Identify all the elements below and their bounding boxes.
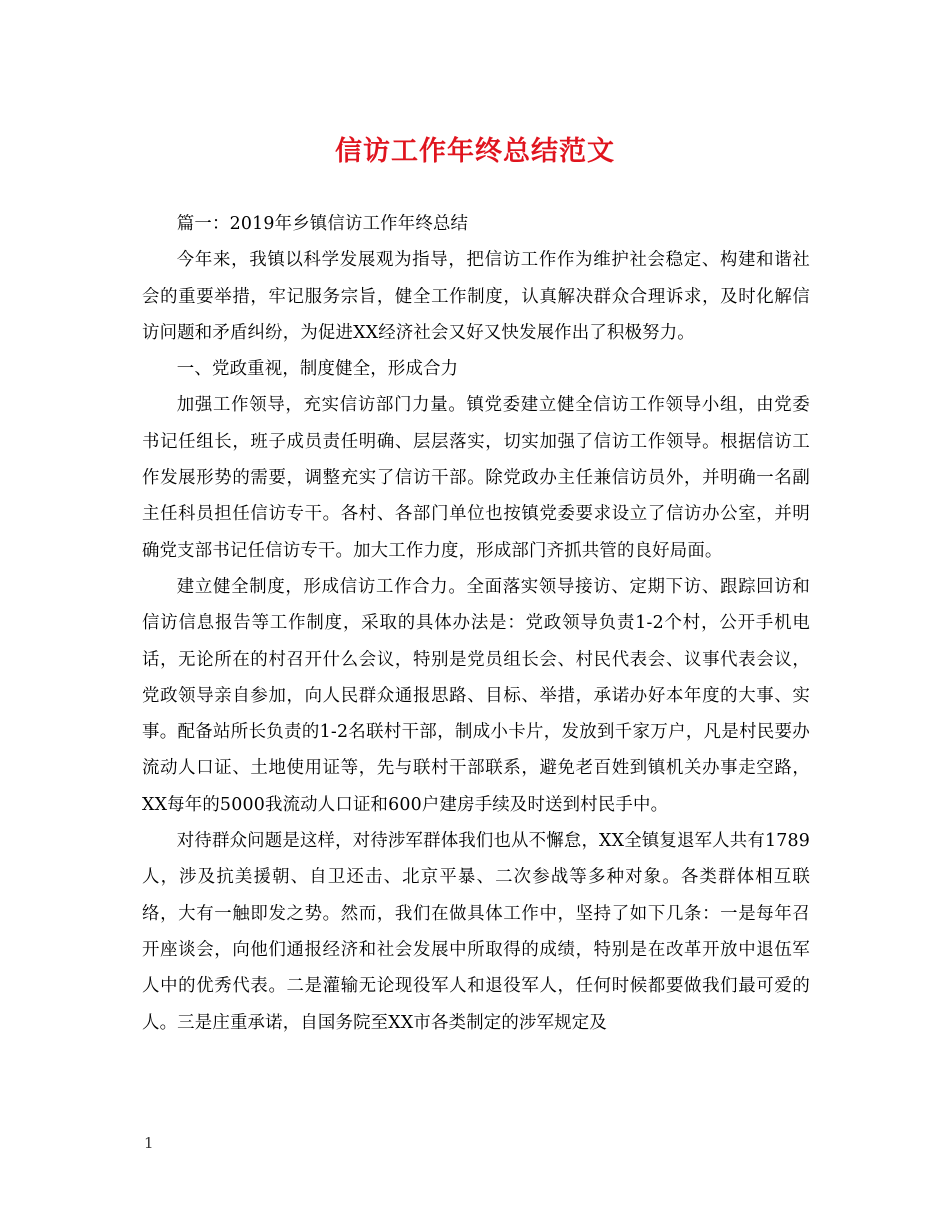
document-body [142,206,810,1041]
document-title: 信访工作年终总结范文 [335,136,615,167]
paragraph: 对待群众问题是这样，对待涉军群体我们也从不懈怠，XX全镇复退军人共有1789人，涉及抗美援朝、自卫还击、北京平暴、二次参战等多种对象。各类群体相互联络，大有一触即发之势。然而，我们在做具体工作中，坚持了如下几条：一是每年召开座谈会，向他们通报经济和社会发展中所取得的成绩，特别是在改革开放中退伍军人中的优秀代表。二是灌输无论现役军人和退役军人，任何时候都要做我们最可爱的人。三是庄重承诺，自国务院至XX市各类制定的涉军规定及 [142,831,810,1033]
subsection-heading: 一、党政重视，制度健全，形成合力 [176,359,459,380]
section-heading: 篇一：2019年乡镇信访工作年终总结 [176,214,469,234]
paragraph: 建立健全制度，形成信访工作合力。全面落实领导接访、定期下访、跟踪回访和信访信息报告等工作制度，采取的具体办法是：党政领导负责1-2个村，公开手机电话，无论所在的村召开什么会议，特别是党员组长会、村民代表会、议事代表会议，党政领导亲自参加，向人民群众通报思路、目标、举措，承诺办好本年度的大事、实事。配备站所长负责的1-2名联村干部，制成小卡片，发放到千家万户，凡是村民要办流动人口证、土地使用证等，先与联村干部联系，避免老百姓到镇机关办事走空路，XX每年的5000我流动人口证和600户建房手续及时送到村民手中。 [142,576,810,815]
paragraph: 加强工作领导，充实信访部门力量。镇党委建立健全信访工作领导小组，由党委书记任组长，班子成员责任明确、层层落实，切实加强了信访工作领导。根据信访工作发展形势的需要，调整充实了信访干部。除党政办主任兼信访员外，并明确一名副主任科员担任信访专干。各村、各部门单位也按镇党委要求设立了信访办公室，并明确党支部书记任信访专干。加大工作力度，形成部门齐抓共管的良好局面。 [142,395,810,561]
paragraph: 今年来，我镇以科学发展观为指导，把信访工作作为维护社会稳定、构建和谐社会的重要举措，牢记服务宗旨，健全工作制度，认真解决群众合理诉求，及时化解信访问题和矛盾纠纷，为促进XX经济社会又好又快发展作出了积极努力。 [142,250,810,343]
page-number: 1 [144,1134,154,1152]
